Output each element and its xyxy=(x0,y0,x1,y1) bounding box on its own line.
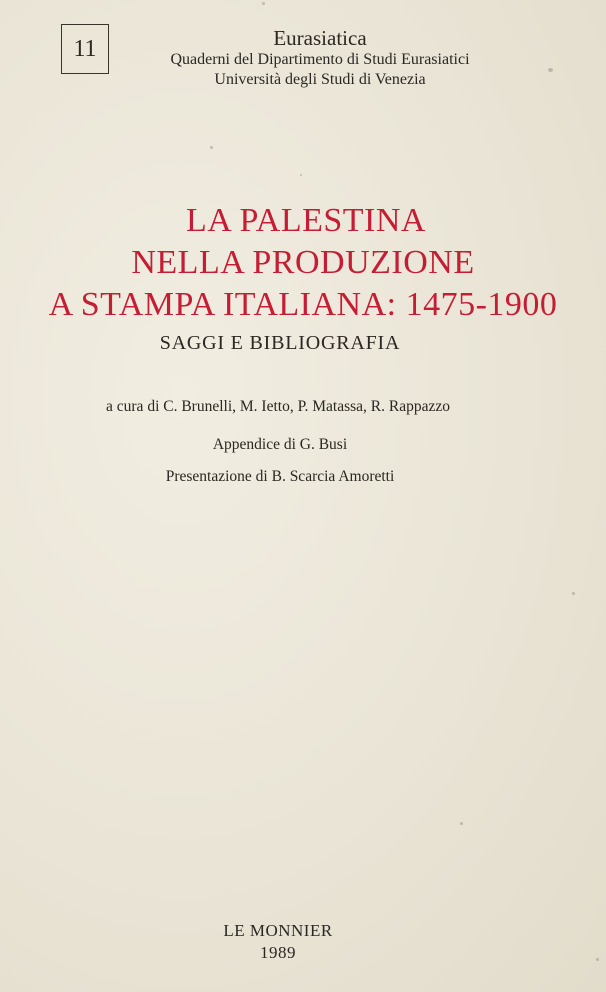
paper-speck xyxy=(262,2,265,5)
presentation-credit: Presentazione di B. Scarcia Amoretti xyxy=(165,468,395,485)
paper-speck xyxy=(572,592,575,595)
publisher-block xyxy=(0,920,556,964)
series-university: Università degli Studi di Venezia xyxy=(214,71,426,88)
paper-speck xyxy=(596,958,599,961)
book-subtitle: SAGGI E BIBLIOGRAFIA xyxy=(159,332,401,354)
book-title xyxy=(0,200,606,326)
appendix-credit: Appendice di G. Busi xyxy=(212,436,348,453)
series-name: Eurasiatica xyxy=(273,26,367,50)
publisher-name: LE MONNIER xyxy=(223,921,333,940)
series-number-box xyxy=(61,24,109,74)
editors-credit: a cura di C. Brunelli, M. Ietto, P. Matassa, R. Rappazzo xyxy=(106,398,450,415)
paper-speck xyxy=(548,68,553,72)
paper-speck xyxy=(460,822,463,825)
publication-year: 1989 xyxy=(260,943,296,962)
title-line-1: LA PALESTINA xyxy=(186,202,426,239)
series-header xyxy=(130,26,510,90)
paper-speck xyxy=(300,174,302,176)
title-line-3: A STAMPA ITALIANA: 1475-1900 xyxy=(48,286,558,323)
series-number: 11 xyxy=(73,35,97,62)
series-department: Quaderni del Dipartimento di Studi Eurasiatici xyxy=(170,51,470,68)
paper-speck xyxy=(210,146,213,149)
title-line-2: NELLA PRODUZIONE xyxy=(131,244,475,281)
